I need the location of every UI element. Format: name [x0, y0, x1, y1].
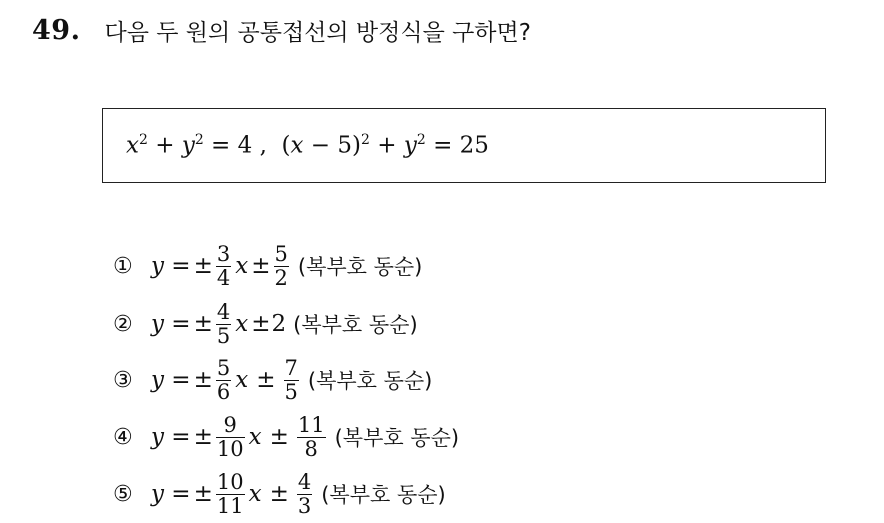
exponent: 2 — [138, 132, 148, 148]
choice-2[interactable] — [113, 296, 418, 352]
choice-note: (복부호 동순) — [297, 255, 423, 279]
plus-minus: ± — [256, 367, 276, 393]
intercept-integer: 2 — [271, 311, 287, 337]
question-number: 49. — [32, 14, 81, 46]
choice-note: (복부호 동순) — [293, 313, 418, 337]
slope-numerator: 10 — [216, 469, 244, 494]
plus-minus: ± — [251, 311, 271, 337]
minus-five: − 5) — [310, 132, 361, 159]
lhs: y = — [151, 311, 191, 337]
intercept-fraction — [284, 357, 299, 404]
question-text: 다음 두 원의 공통접선의 방정식을 구하면? — [104, 19, 531, 46]
choice-3[interactable] — [113, 352, 432, 408]
var-x: x — [248, 481, 262, 507]
slope-fraction — [216, 414, 245, 461]
plus-minus: ± — [269, 481, 289, 507]
given-equations-box — [102, 108, 826, 183]
intercept-fraction — [297, 471, 312, 518]
var-x: x — [235, 253, 249, 279]
choice-4[interactable] — [113, 409, 459, 465]
separator: , — [259, 132, 267, 159]
intercept-numerator: 5 — [274, 241, 288, 266]
lhs: y = — [151, 481, 191, 507]
intercept-denominator: 5 — [284, 379, 298, 404]
choice-equation — [149, 414, 328, 461]
intercept-fraction — [274, 243, 289, 290]
intercept-numerator: 4 — [297, 469, 312, 494]
intercept-denominator: 2 — [274, 265, 288, 290]
plus-sign: + — [377, 132, 397, 159]
var-y: y — [181, 132, 195, 159]
slope-numerator: 9 — [223, 412, 237, 437]
intercept-numerator: 7 — [284, 355, 298, 380]
lhs: y = — [151, 367, 191, 393]
plus-minus: ± — [193, 424, 213, 450]
var-x: x — [290, 132, 304, 159]
eq2-rhs: = 25 — [433, 132, 489, 159]
given-equations — [126, 132, 489, 159]
slope-numerator: 5 — [216, 355, 231, 380]
choice-number: ⑤ — [113, 481, 133, 507]
slope-fraction — [216, 471, 245, 518]
plus-minus: ± — [193, 311, 213, 337]
lhs: y = — [151, 253, 191, 279]
slope-numerator: 3 — [216, 241, 231, 266]
var-y: y — [403, 132, 417, 159]
plus-minus: ± — [251, 253, 271, 279]
choice-number: ④ — [113, 424, 133, 450]
choice-number: ② — [113, 311, 133, 337]
plus-sign: + — [155, 132, 175, 159]
slope-denominator: 11 — [216, 493, 244, 518]
slope-denominator: 4 — [216, 265, 231, 290]
intercept-denominator: 3 — [297, 493, 312, 518]
lhs: y = — [151, 424, 191, 450]
choice-1[interactable] — [113, 238, 422, 294]
slope-denominator: 10 — [216, 436, 244, 461]
choice-note: (복부호 동순) — [334, 426, 460, 450]
var-x: x — [235, 367, 249, 393]
exponent: 2 — [194, 132, 204, 148]
slope-fraction — [216, 243, 231, 290]
slope-fraction — [216, 301, 231, 348]
choice-number: ③ — [113, 367, 133, 393]
slope-numerator: 4 — [216, 299, 231, 324]
choice-equation — [149, 471, 314, 518]
question-header — [32, 12, 531, 48]
slope-denominator: 6 — [216, 379, 231, 404]
var-x: x — [235, 311, 249, 337]
choice-note: (복부호 동순) — [307, 369, 433, 393]
plus-minus: ± — [269, 424, 289, 450]
choice-5[interactable] — [113, 466, 446, 522]
intercept-numerator: 11 — [297, 412, 325, 437]
plus-minus: ± — [193, 253, 213, 279]
plus-minus: ± — [193, 481, 213, 507]
exponent: 2 — [416, 132, 426, 148]
exponent: 2 — [361, 132, 370, 148]
intercept-denominator: 8 — [304, 436, 318, 461]
intercept-fraction — [297, 414, 326, 461]
choice-equation — [149, 301, 286, 348]
var-x: x — [126, 132, 139, 159]
var-x: x — [248, 424, 262, 450]
choice-equation — [149, 243, 291, 290]
choice-note: (복부호 동순) — [321, 483, 446, 507]
slope-denominator: 5 — [216, 323, 231, 348]
eq1-rhs: = 4 — [211, 132, 253, 159]
slope-fraction — [216, 357, 231, 404]
choice-equation — [149, 357, 301, 404]
plus-minus: ± — [193, 367, 213, 393]
choice-number: ① — [113, 253, 133, 279]
left-paren: ( — [281, 132, 291, 159]
